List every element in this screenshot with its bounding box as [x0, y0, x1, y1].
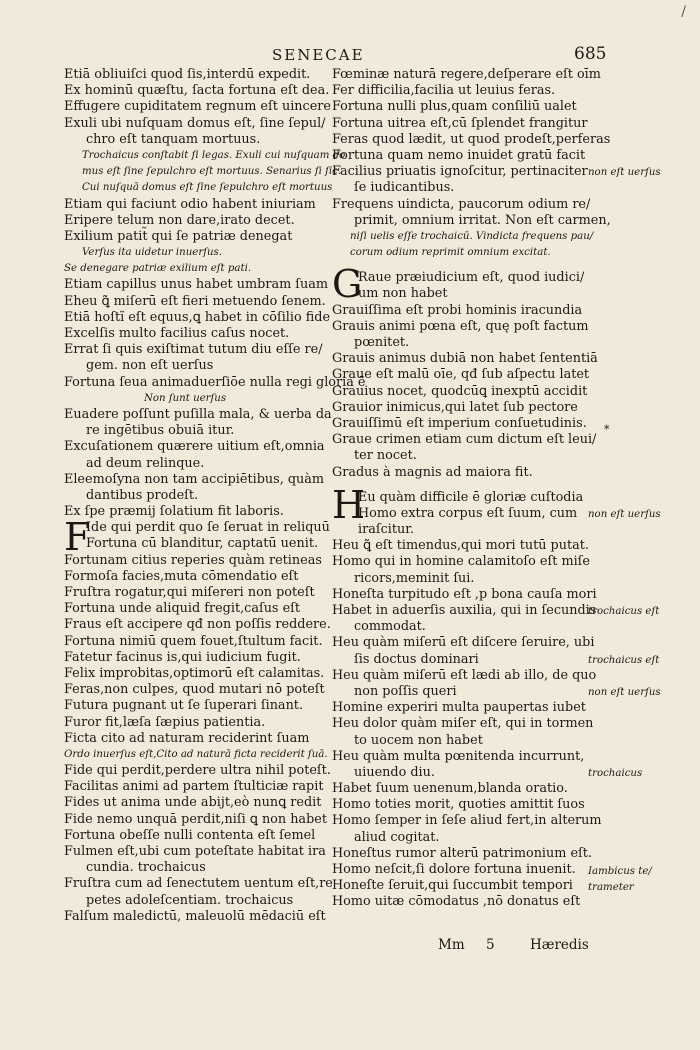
text-line	[64, 731, 326, 747]
signature-mark: Mm	[438, 937, 465, 953]
drop-capital: G	[332, 262, 363, 307]
text-line	[332, 571, 592, 587]
text-line	[332, 862, 592, 878]
text-line	[64, 715, 326, 731]
text-line	[332, 351, 598, 367]
text-line	[64, 294, 326, 310]
line-text: Fortuna ſeua animaduerſiōe nulla regi gloria ē	[64, 374, 366, 390]
line-text: niſi uelis eſſe trochaicū. Vindicta frequens pau/	[350, 230, 594, 242]
line-text: non poſſis queri	[354, 683, 457, 699]
text-line	[332, 554, 592, 570]
text-line	[332, 813, 602, 829]
text-line	[64, 406, 332, 423]
text-line	[332, 522, 592, 538]
line-text: Etiam qui faciunt odio habent iniuriam	[64, 196, 316, 212]
line-text: Gradus à magnis ad maiora fit.	[332, 464, 533, 480]
text-line	[332, 148, 592, 164]
text-line	[64, 634, 326, 650]
line-text: Heu quàm miſerū eſt diſcere ſeruire, ubi	[332, 635, 595, 651]
margin-note: Iambicus te/	[588, 865, 652, 877]
text-line	[332, 635, 595, 651]
section-gap	[332, 261, 592, 270]
text-line	[64, 795, 326, 811]
line-text: Fortuna quam nemo inuidet gratū facit	[332, 147, 586, 163]
text-line	[332, 846, 592, 862]
text-line	[332, 797, 592, 813]
text-line	[332, 586, 597, 603]
text-line	[64, 99, 331, 115]
text-line	[64, 342, 326, 358]
line-text: Fide nemo unquā perdit,niſi ꝗ non habet	[64, 811, 327, 827]
text-line	[64, 569, 326, 585]
line-text: Trochaicus conſtabit ſi legas. Exuli cui nuſquam do	[82, 149, 346, 161]
line-text: Grauis animi pœna eſt, quę poſt factum	[332, 318, 589, 334]
text-line	[332, 781, 592, 797]
line-text: Falſum maledictū, maleuolū mēdaciū eſt	[64, 908, 326, 924]
text-line	[332, 506, 592, 522]
text-line	[64, 67, 326, 83]
text-line	[332, 83, 592, 99]
annotation-line	[332, 229, 592, 245]
text-line	[332, 878, 592, 894]
line-text: Eheu ꝗ̃ miſerū eſt fieri metuendo ſenem.	[64, 293, 326, 309]
text-line	[332, 465, 592, 481]
line-text: Grauior inimicus,qui latet ſub pectore	[332, 399, 578, 415]
line-text: Fortunam citius reperies quàm retineas	[64, 552, 322, 568]
text-line	[64, 277, 329, 293]
page-number: 685	[574, 44, 607, 64]
line-text: Heu ꝗ̃ eſt timendus,qui mori tutū putat.	[332, 538, 589, 554]
line-text: ad deum relinque.	[86, 455, 205, 471]
line-text: Verſus ita uidetur inuerſus.	[82, 247, 222, 259]
line-text: commodat.	[354, 619, 426, 635]
text-line	[332, 286, 592, 302]
text-line	[64, 650, 326, 666]
text-line	[332, 538, 592, 554]
text-line	[332, 180, 592, 196]
text-line	[332, 335, 592, 351]
line-text: Etiā hoſtĩ eſt equus,ꝗ habet in cōſilio fide	[64, 309, 331, 325]
line-text: Homine experiri multa paupertas iubet	[332, 700, 586, 716]
line-text: Fer difficilia,facilia ut leuius feras.	[332, 83, 556, 99]
line-text: Fatetur facinus is,qui iudicium fugit.	[64, 649, 301, 665]
text-line	[332, 164, 592, 180]
text-line	[64, 536, 326, 552]
text-line	[64, 779, 326, 795]
line-text: Fruſtra cum ad ſenectutem uentum eſt,re	[64, 876, 333, 892]
line-text: dantibus prodeſt.	[86, 487, 199, 503]
text-line	[64, 585, 326, 601]
line-text: Eleemoſyna non tam accipiētibus, quàm	[64, 471, 325, 487]
line-text: Homo qui in homine calamitoſo eſt miſe	[332, 554, 590, 570]
line-text: Fraus eſt accipere qđ non poſſis reddere.	[64, 617, 331, 633]
line-text: Eu quàm difficile ē gloriæ cuſtodia	[358, 489, 584, 505]
line-text: Eripere telum non dare,irato decet.	[64, 212, 295, 228]
annotation-line	[64, 391, 326, 407]
annotation-line	[64, 164, 342, 180]
text-line	[332, 319, 592, 335]
text-line	[332, 303, 592, 319]
line-text: Exuli ubi nuſquam domus eſt, ſine ſepul/	[64, 115, 326, 131]
line-text: Fortuna obeſſe nulli contenta eſt ſemel	[64, 827, 316, 843]
line-text: Excuſationem quærere uitium eſt,omnia	[64, 439, 325, 455]
line-text: Frequens uindicta, paucorum odium re/	[332, 196, 591, 212]
text-line	[64, 132, 326, 148]
line-text: petes adoleſcentiam. trochaicus	[86, 892, 294, 908]
line-text: Facilius priuatis ignoſcitur, pertinaciter	[332, 164, 588, 180]
text-line	[332, 367, 592, 383]
line-text: Non ſunt uerſus	[144, 392, 227, 404]
line-text: Effugere cupiditatem regnum eſt uincere	[64, 99, 331, 115]
text-line	[332, 716, 592, 732]
line-text: Euadere poſſunt puſilla mala, & uerba da	[64, 406, 332, 422]
text-line	[64, 472, 326, 488]
line-text: Ex ſpe præmij ſolatium fit laboris.	[64, 504, 284, 520]
section-gap	[332, 481, 592, 490]
margin-note: trameter	[588, 881, 634, 893]
line-text: ter nocet.	[354, 448, 417, 464]
line-text: cundia. trochaicus	[86, 860, 206, 876]
line-text: Heu quàm multa pœnitenda incurrunt,	[332, 748, 585, 764]
line-text: um non habet	[358, 286, 448, 302]
text-line	[332, 99, 592, 115]
text-line	[332, 733, 592, 749]
line-text: Habet in aduerſis auxilia, qui in ſecundis	[332, 603, 597, 618]
text-line	[64, 358, 326, 374]
text-line	[332, 131, 611, 148]
line-text: Fulmen eſt,ubi cum poteſtate habitat ira	[64, 844, 326, 859]
text-line	[64, 553, 326, 569]
line-text: Grauiſſimū eſt imperium conſuetudinis.	[332, 415, 587, 431]
line-text: Facilitas animi ad partem ſtulticiæ rapit	[64, 779, 324, 795]
annotation-line	[64, 245, 326, 261]
text-line	[332, 432, 597, 448]
line-text: chro eſt tanquam mortuus.	[86, 131, 261, 147]
line-text: corum odium reprimit omnium excitat.	[350, 247, 551, 259]
line-text: Raue præiudicium eſt, quod iudici/	[358, 270, 585, 286]
line-text: Fortuna uitrea eſt,cū ſplendet frangitur	[332, 115, 588, 131]
text-line	[332, 894, 592, 910]
line-text: Homo neſcit,ſi dolore fortuna inuenit.	[332, 862, 576, 877]
margin-note: non eſt uerſus	[588, 509, 661, 521]
text-line	[332, 667, 597, 684]
line-text: primit, omnium irritat. Non eſt carmen,	[354, 212, 611, 228]
drop-capital: H	[332, 482, 366, 527]
line-text: Fortuna nimiū quem fouet,ſtultum facit.	[64, 633, 323, 649]
margin-note: trochaicus	[588, 768, 643, 780]
line-text: Homo ſemper in ſeſe aliud fert,in alterum	[332, 813, 602, 829]
line-text: Exilium patit̃ qui ſe patriæ denegat	[64, 228, 293, 244]
text-line	[332, 197, 592, 213]
line-text: Errat ſi quis exiſtimat tutum diu eſſe re/	[64, 342, 323, 358]
text-line	[64, 213, 326, 229]
text-line	[64, 423, 326, 439]
line-text: Etiā obliuiſci quod ſis,interdū expedit.	[64, 67, 311, 82]
text-line	[64, 83, 330, 99]
line-text: to uocem non habet	[354, 732, 483, 748]
line-text: Grauius nocet, quodcūꝗ inexptū accidit	[332, 383, 588, 399]
text-line	[64, 763, 331, 779]
text-line	[64, 876, 333, 892]
line-text: Homo toties morit, quoties amittit ſuos	[332, 797, 585, 813]
line-text: Felix improbitas,optimorū eſt calamitas.	[64, 665, 325, 681]
text-line	[332, 652, 592, 668]
line-text: Graue eſt malū oīe, qđ ſub aſpectu latet	[332, 367, 590, 383]
text-line	[64, 229, 326, 245]
annotation-line	[64, 747, 326, 763]
text-line	[332, 765, 592, 781]
line-text: Cui nuſquā domus eſt ſine ſepulchro eſt mortuus	[82, 182, 333, 194]
text-line	[64, 309, 331, 326]
line-text: Homo extra corpus eſt ſuum, cum	[358, 505, 578, 521]
annotation-line	[332, 245, 592, 261]
line-text: Formoſa facies,muta cōmendatio eſt	[64, 568, 299, 584]
line-text: Se denegare patriæ exilium eſt pati.	[64, 263, 252, 275]
margin-note: non eſt uerſus	[588, 167, 661, 179]
drop-capital: F	[64, 515, 91, 560]
line-text: Etiam capillus unus habet umbram ſuam	[64, 277, 329, 293]
text-line	[332, 400, 592, 416]
running-head	[0, 46, 700, 68]
text-line	[64, 844, 326, 860]
line-text: Fœminæ naturā regere,deſperare eſt oīm	[332, 67, 601, 82]
line-text: Ex hominū quæſtu, ſacta fortuna eſt dea.	[64, 83, 330, 99]
text-line	[64, 197, 326, 213]
catchword: Hæredis	[530, 937, 589, 953]
line-text: ſe iudicantibus.	[354, 180, 455, 196]
text-line	[64, 504, 326, 520]
text-line	[332, 830, 592, 846]
line-text: Heu quàm miſerū eſt lædi ab illo, de quo	[332, 667, 597, 683]
line-text: Fides ut anima unde abijt,eò nunꝗ redit	[64, 795, 322, 811]
text-line	[332, 749, 592, 765]
line-text: Ordo inuerſus eſt,Cito ad naturā ficta reciderit ſuā.	[64, 748, 328, 760]
line-text: Graue crimen etiam cum dictum eſt leui/	[332, 432, 597, 448]
text-line	[64, 682, 326, 698]
asterisk-mark: *	[604, 423, 610, 436]
text-line	[64, 909, 326, 925]
line-text: Honeſta turpitudo eſt ,p bona cauſa mori	[332, 586, 597, 602]
line-text: ricors,meminit ſui.	[354, 570, 475, 586]
line-text: uiuendo diu.	[354, 764, 435, 780]
text-line	[332, 603, 597, 619]
text-line	[332, 116, 592, 132]
margin-note: trochaicus eſt	[588, 606, 660, 618]
annotation-line	[64, 180, 333, 196]
line-text: Ficta cito ad naturam reciderint ſuam	[64, 730, 310, 746]
line-text: Habet ſuum uenenum,blanda oratio.	[332, 781, 568, 797]
margin-note: non eſt uerſus	[588, 687, 661, 699]
text-line	[64, 617, 331, 633]
text-line	[332, 416, 592, 432]
line-text: aliud cogitat.	[354, 829, 440, 845]
line-text: Feras quod lædit, ut quod prodeſt,perferas	[332, 131, 611, 147]
line-text: Grauis animus dubiā non habet ſententiā	[332, 351, 598, 367]
line-text: Fortuna nulli plus,quam conſiliū ualet	[332, 99, 577, 115]
text-line	[332, 384, 592, 400]
line-text: mus eſt ſine ſepulchro eſt mortuus. Senarius ſi ſic.	[82, 166, 342, 178]
margin-note: trochaicus eſt	[588, 655, 660, 666]
line-text: Homo uitæ cōmodatus ,nō donatus eſt	[332, 894, 581, 910]
annotation-line	[64, 261, 326, 277]
text-line	[64, 698, 326, 714]
line-text: ſis doctus dominari	[354, 651, 479, 667]
line-text: Furor fit,læſa ſæpius patientia.	[64, 714, 266, 730]
text-line	[64, 666, 326, 682]
text-line	[64, 893, 326, 909]
text-line	[64, 439, 326, 455]
text-line	[332, 448, 592, 464]
line-text: Ide qui perdit quo ſe ſeruat in reliquū	[86, 520, 330, 536]
line-text: Honeſte ſeruit,qui ſuccumbit tempori	[332, 878, 573, 894]
left-column	[64, 67, 366, 925]
line-text: re ingētibus obuiā itur.	[86, 423, 235, 439]
text-line	[332, 700, 592, 716]
line-text: Honeſtus rumor alterū patrimonium eſt.	[332, 845, 592, 861]
line-text: Fortuna unde aliquid fregit,caſus eſt	[64, 601, 301, 617]
annotation-line	[64, 148, 346, 164]
page-footer	[0, 937, 700, 957]
line-text: Futura pugnant ut ſe ſuperari ſinant.	[64, 698, 304, 714]
text-line	[64, 374, 366, 391]
text-line	[64, 488, 326, 504]
line-text: gem. non eſt uerſus	[86, 358, 214, 374]
line-text: Excelſis multo facilius caſus nocet.	[64, 326, 290, 341]
text-line	[64, 116, 326, 132]
line-text: Grauiſſima eſt probi hominis iracundia	[332, 302, 583, 318]
signature-number: 5	[486, 937, 495, 953]
line-text: Fruſtra rogatur,qui miſereri non poteſt	[64, 585, 315, 600]
line-text: Heu dolor quàm miſer eſt, qui in tormen	[332, 716, 594, 732]
text-line	[64, 456, 326, 472]
text-line	[64, 860, 326, 876]
text-line	[64, 812, 326, 828]
text-line	[332, 619, 592, 635]
line-text: Fortuna cū blanditur, captatū uenit.	[86, 536, 319, 552]
text-line	[64, 601, 326, 617]
text-line	[332, 684, 592, 700]
text-line	[64, 326, 326, 342]
text-line	[332, 212, 611, 229]
line-text: iraſcitur.	[358, 522, 414, 538]
text-line	[332, 67, 601, 83]
text-line	[64, 828, 326, 844]
running-title: SENECAE	[272, 46, 365, 64]
line-text: Feras,non culpes, quod mutari nō poteſt	[64, 682, 325, 698]
line-text: pœnitet.	[354, 335, 410, 350]
corner-mark: /	[681, 4, 686, 20]
line-text: Fide qui perdit,perdere ultra nihil poteſt.	[64, 763, 331, 779]
